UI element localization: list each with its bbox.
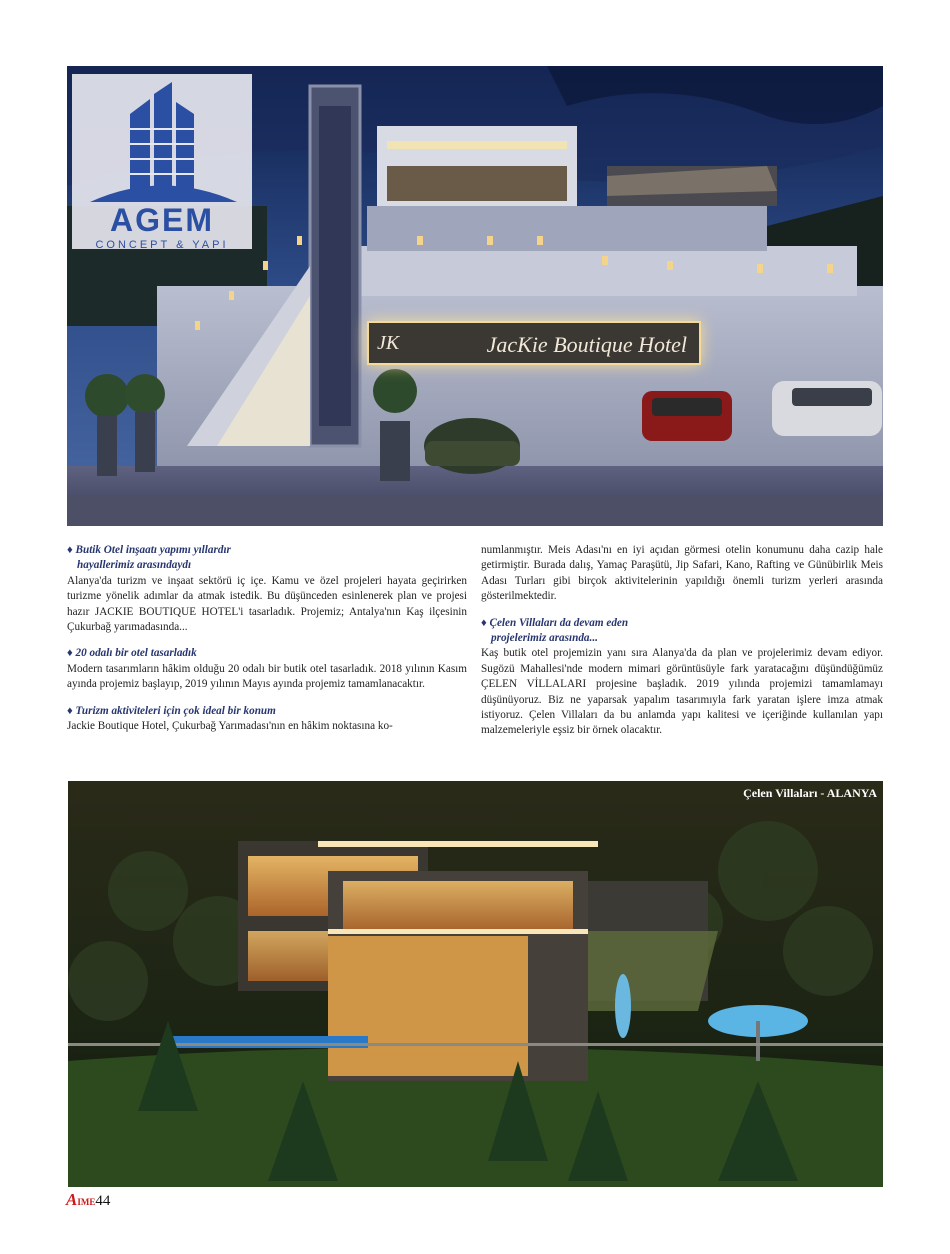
villa-photo [68,781,883,1187]
section-body: Kaş butik otel projemizin yanı sıra Alanya'da da plan ve projelerimiz devam ediyor. Sugözü Mahallesi'nde modern mimari görüntüsüyle fark yaratacağını düşündüğümüz ÇELEN VİLLALARI projesine başladık. 2019 yılında projemizi tamamlamayı düşünüyoruz. Biz ne yaparsak yapalım tasarımıyla fark yaratan işlere imza atmak istiyoruz. Çelen Villaları da bu anlamda yapı kalitesi ve içeriğinde kullanılan yapı malzemeleriyle eşsiz bir örnek olacaktır. [481,647,883,737]
section-heading: ♦ Çelen Villaları da devam eden projelerimiz arasında... [481,616,629,645]
section-body: Jackie Boutique Hotel, Çukurbağ Yarımadası'nın en hâkim noktasına ko- [67,720,393,733]
magazine-logo: AIME [66,1190,96,1209]
page-footer [66,1190,110,1210]
article-column-left [67,543,467,734]
agem-logo [72,74,252,249]
logo-tagline: CONCEPT & YAPI [95,239,229,251]
section-body: Alanya'da turizm ve inşaat sektörü iç içe. Kamu ve özel projeleri hayata geçirirken turizme yönelik adımlar da atmak istedik. Bu düşünceden esinlenerek plan ve projesi hazır JACKIE BOUTIQUE HOTEL'i tasarladık. Projemiz; Antalya'nın Kaş ilçesinin Çukurbağ yarımadasında... [67,574,467,634]
hotel-sign [367,321,701,365]
logo-wordmark: AGEM [110,202,214,238]
building-logo-icon [72,74,252,204]
section-heading: ♦ Butik Otel inşaatı yapımı yıllardır hayallerimiz arasındaydı [67,544,231,572]
villa-photo-caption: Çelen Villaları - ALANYA [743,786,877,800]
page-number: 44 [95,1193,111,1209]
article-section [481,543,883,605]
section-body: Modern tasarımların hâkim olduğu 20 odalı bir butik otel tasarladık. 2018 yılının Kasım ayında projemiz başlayıp, 2019 yılının Mayıs ayında projemiz tamamlanacaktır. [67,662,467,691]
villa-rendering [68,781,883,1187]
article-section [481,616,883,739]
hotel-photo [67,66,883,526]
article-section [67,646,467,692]
hotel-sign-name: JacKie Boutique Hotel [486,332,687,357]
section-heading: ♦ 20 odalı bir otel tasarladık [67,647,197,660]
article-section [67,543,467,635]
section-body: numlanmıştır. Meis Adası'nı en iyi açıdan görmesi otelin konumunu daha cazip hale getirmiştir. Burada dalış, Yamaç Paraşütü, Jip Safari, Kano, Rafting ve Günübirlik Meis Adası Turları gibi birçok aktivitelerinin yapıldığı önemli turizm yerleri arasında gösterilmektedir. [481,544,883,603]
hotel-sign-monogram: JK [377,332,400,354]
article-section [67,704,467,735]
section-heading: ♦ Turizm aktiviteleri için çok ideal bir konum [67,704,276,717]
article-column-right [481,543,883,739]
